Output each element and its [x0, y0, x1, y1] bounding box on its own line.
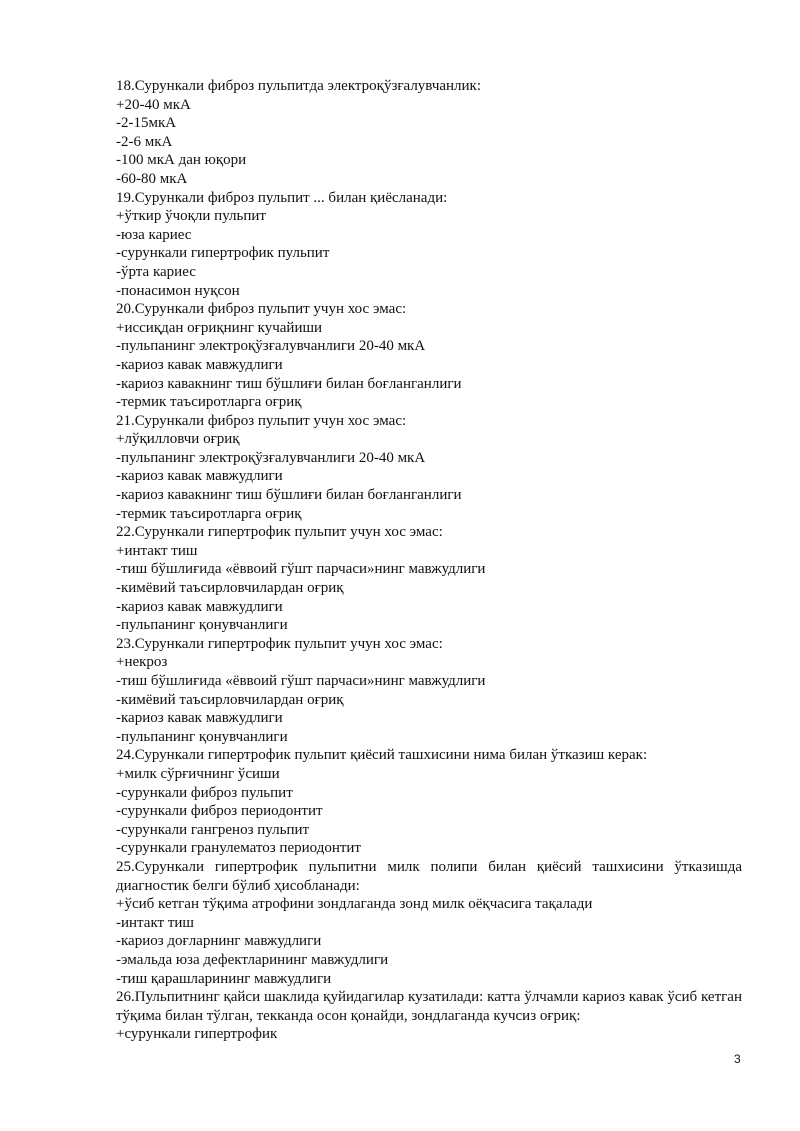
- answer-option: -пульпанинг қонувчанлиги: [116, 728, 288, 745]
- answer-option: -ўрта кариес: [116, 263, 196, 280]
- answer-option: -интакт тиш: [116, 914, 194, 931]
- question-19: 19.Сурункали фиброз пульпит ... билан қиёсланади:: [116, 189, 448, 206]
- answer-option: -2-15мкА: [116, 115, 177, 132]
- answer-option: -юза кариес: [116, 226, 192, 243]
- answer-correct: +ўткир ўчоқли пульпит: [116, 208, 266, 225]
- answer-option: -кариоз кавак мавжудлиги: [116, 356, 283, 373]
- question-22: 22.Сурункали гипертрофик пульпит учун хос эмас:: [116, 524, 443, 541]
- answer-option: -пульпанинг қонувчанлиги: [116, 617, 288, 634]
- question-25: 25.Сурункали гипертрофик пульпитни милк полипи билан қиёсий ташхисини ўтказишда диагностик белги бўлиб ҳисобланади:: [116, 858, 742, 894]
- answer-option: -кимёвий таъсирловчилардан оғриқ: [116, 691, 344, 708]
- answer-option: -60-80 мкА: [116, 170, 188, 187]
- answer-option: -кариоз кавакнинг тиш бўшлиғи билан боғланганлиги: [116, 375, 462, 392]
- answer-option: -кариоз кавакнинг тиш бўшлиғи билан боғланганлиги: [116, 487, 462, 504]
- answer-correct: +сурункали гипертрофик: [116, 1026, 278, 1043]
- answer-option: -тиш бўшлиғида «ёввоий гўшт парчаси»нинг мавжудлиги: [116, 673, 486, 689]
- answer-correct: +интакт тиш: [116, 542, 198, 559]
- answer-option: -сурункали гипертрофик пульпит: [116, 245, 330, 262]
- answer-option: -кариоз кавак мавжудлиги: [116, 710, 283, 727]
- question-18: 18.Сурункали фиброз пульпитда электроқўзғалувчанлик:: [116, 78, 482, 94]
- answer-option: -2-6 мкА: [116, 133, 173, 150]
- answer-correct: +милк сўрғичнинг ўсиши: [116, 765, 280, 782]
- question-23: 23.Сурункали гипертрофик пульпит учун хос эмас:: [116, 635, 443, 652]
- answer-option: -термик таъсиротларга оғриқ: [116, 505, 302, 522]
- answer-option: -сурункали фиброз периодонтит: [116, 803, 323, 820]
- answer-option: -пульпанинг электроқўзғалувчанлиги 20-40 мкА: [116, 449, 426, 466]
- answer-correct: +ўсиб кетган тўқима атрофини зондлаганда зонд милк оёқчасига тақалади: [116, 896, 593, 913]
- page-number: 3: [734, 1052, 741, 1066]
- answer-option: -100 мкА дан юқори: [116, 152, 247, 169]
- answer-option: -сурункали фиброз пульпит: [116, 784, 293, 801]
- answer-option: -сурункали гранулематоз периодонтит: [116, 840, 361, 857]
- answer-option: -кариоз кавак мавжудлиги: [116, 598, 283, 615]
- question-20: 20.Сурункали фиброз пульпит учун хос эмас:: [116, 301, 407, 318]
- answer-option: -кимёвий таъсирловчилардан оғриқ: [116, 580, 344, 597]
- answer-option: -кариоз доғларнинг мавжудлиги: [116, 933, 322, 950]
- answer-option: -термик таъсиротларга оғриқ: [116, 394, 302, 411]
- answer-correct: +некроз: [116, 654, 168, 671]
- document-body: [116, 77, 742, 1044]
- question-26: 26.Пульпитнинг қайси шаклида қуйидагилар кузатилади: катта ўлчамли кариоз кавак ўсиб кетган тўқима билан тўлган, текканда осон қонайди, зондлаганда кучсиз оғриқ:: [116, 989, 742, 1024]
- answer-correct: +иссиқдан оғриқнинг кучайиши: [116, 319, 323, 336]
- answer-option: -эмальда юза дефектларининг мавжудлиги: [116, 951, 389, 968]
- question-24: 24.Сурункали гипертрофик пульпит қиёсий ташхисини нима билан ўтказиш керак:: [116, 747, 648, 764]
- answer-correct: +20-40 мкА: [116, 96, 191, 113]
- answer-option: -понасимон нуқсон: [116, 282, 240, 299]
- answer-correct: +лўқилловчи оғриқ: [116, 431, 240, 448]
- answer-option: -кариоз кавак мавжудлиги: [116, 468, 283, 485]
- answer-option: -тиш бўшлиғида «ёввоий гўшт парчаси»нинг мавжудлиги: [116, 561, 486, 578]
- answer-option: -сурункали гангреноз пульпит: [116, 821, 310, 838]
- question-21: 21.Сурункали фиброз пульпит учун хос эмас:: [116, 412, 407, 429]
- answer-option: -пульпанинг электроқўзғалувчанлиги 20-40 мкА: [116, 338, 426, 355]
- answer-option: -тиш қарашларининг мавжудлиги: [116, 970, 332, 987]
